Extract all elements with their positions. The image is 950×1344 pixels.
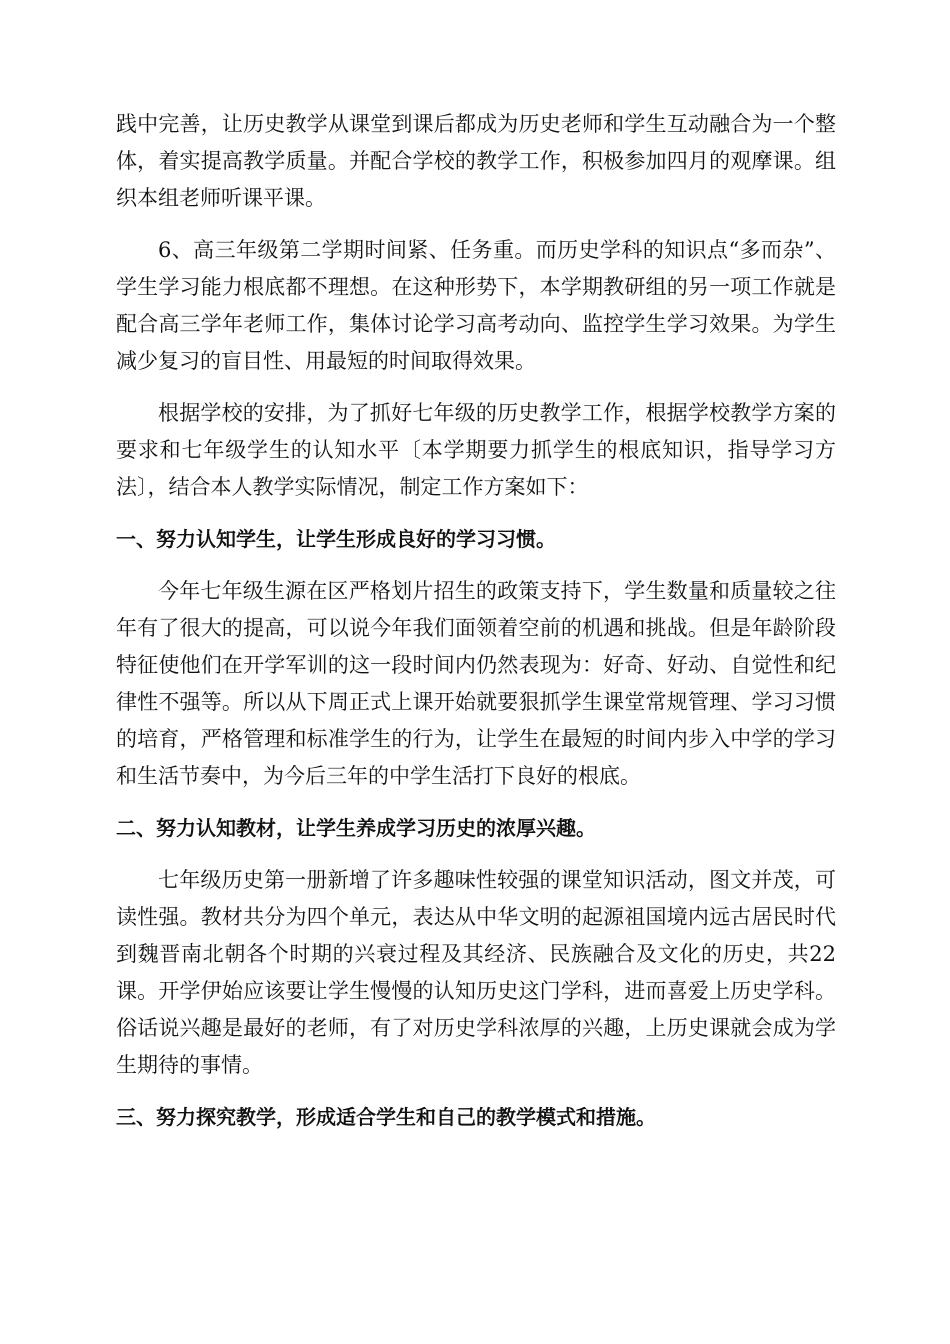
section-heading-2: 二、努力认知教材，让学生养成学习历史的浓厚兴趣。 — [116, 816, 596, 840]
document-body — [116, 106, 836, 1151]
paragraph-intro: 根据学校的安排，为了抓好七年级的历史教学工作，根据学校教学方案的要求和七年级学生的认知水平〔本学期要力抓学生的根底知识，指导学习方法〕，结合本人教学实际情况，制定工作方案如下： — [116, 401, 836, 499]
section-heading-1: 一、努力认知学生，让学生形成良好的学习习惯。 — [116, 527, 556, 551]
section-heading-3: 三、努力探究教学，形成适合学生和自己的教学模式和措施。 — [116, 1105, 656, 1129]
paragraph-continuation: 践中完善，让历史教学从课堂到课后都成为历史老师和学生互动融合为一个整体，着实提高教学质量。并配合学校的教学工作，积极参加四月的观摩课。组织本组老师听课平课。 — [116, 112, 836, 210]
paragraph-item-6: 6、高三年级第二学期时间紧、任务重。而历史学科的知识点“多而杂”、学生学习能力根底都不理想。在这种形势下，本学期教研组的另一项工作就是配合高三学年老师工作，集体讨论学习高考动向、监控学生学习效果。为学生减少复习的盲目性、用最短的时间取得效果。 — [116, 238, 836, 373]
paragraph-section-1: 今年七年级生源在区严格划片招生的政策支持下，学生数量和质量较之往年有了很大的提高，可以说今年我们面领着空前的机遇和挑战。但是年龄阶段特征使他们在开学军训的这一段时间内仍然表现为：好奇、好动、自觉性和纪律性不强等。所以从下周正式上课开始就要狠抓学生课堂常规管理、学习习惯的培育，严格管理和标准学生的行为，让学生在最短的时间内步入中学的学习和生活节奏中，为今后三年的中学生活打下良好的根底。 — [116, 579, 836, 788]
paragraph-section-2: 七年级历史第一册新增了许多趣味性较强的课堂知识活动，图文并茂，可读性强。教材共分为四个单元，表达从中华文明的起源祖国境内远古居民时代到魏晋南北朝各个时期的兴衰过程及其经济、民族融合及文化的历史，共22课。开学伊始应该要让学生慢慢的认知历史这门学科，进而喜爱上历史学科。俗话说兴趣是最好的老师，有了对历史学科浓厚的兴趣，上历史课就会成为学生期待的事情。 — [116, 868, 836, 1077]
